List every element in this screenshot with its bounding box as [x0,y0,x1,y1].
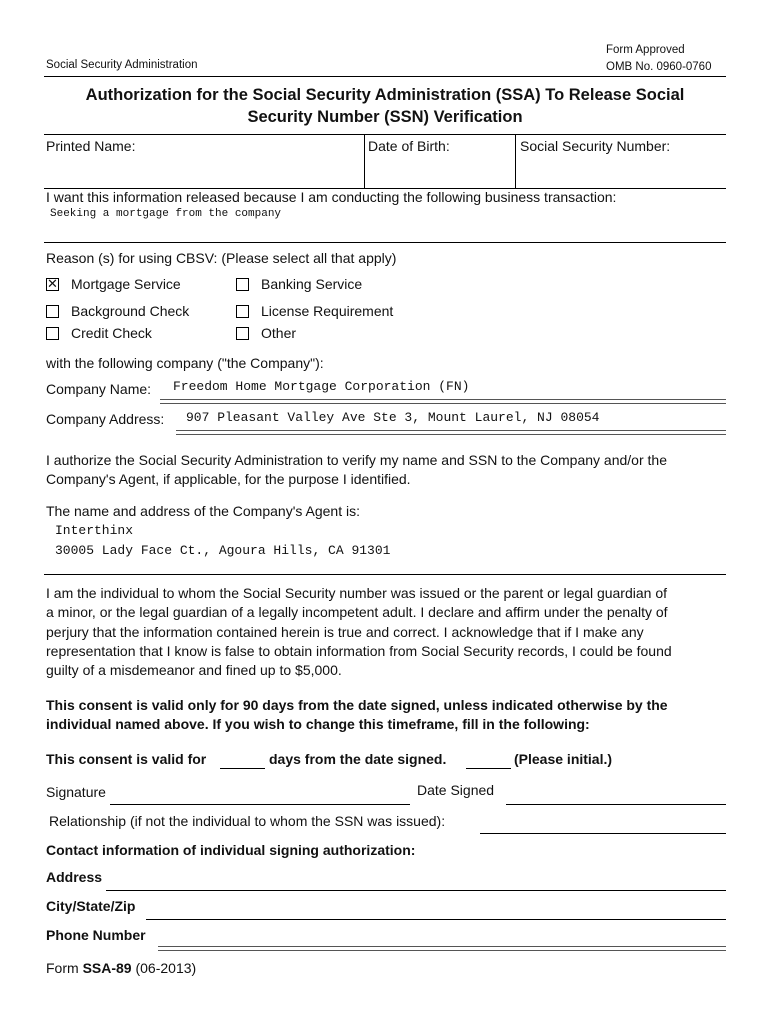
authorize-paragraph [46,451,667,489]
consent-paragraph [46,696,736,734]
form-number: SSA-89 [82,960,132,976]
company-address-label: Company Address: [46,411,165,427]
company-name-underline [160,399,726,404]
printed-name-label: Printed Name: [46,138,136,154]
reason-label: Other [261,325,297,341]
declaration-line-5: guilty of a misdemeanor and fined up to $5,000. [46,662,342,679]
ssn-field[interactable] [522,160,722,182]
reason-label: License Requirement [261,303,394,319]
company-address-underline [176,430,726,435]
ssn-label: Social Security Number: [520,138,671,154]
form-prefix: Form [46,960,83,976]
date-of-birth-label: Date of Birth: [368,138,450,154]
form-footer [46,960,196,976]
form-approved-label: Form Approved [606,44,685,56]
agent-name-field[interactable]: Interthinx [55,523,134,538]
date-signed-field[interactable] [506,804,726,805]
transaction-label: I want this information released because I am conducting the following business transaction: [46,189,617,205]
reasons-label: Reason (s) for using CBSV: (Please select all that apply) [46,250,397,266]
relationship-field[interactable] [480,833,726,834]
signature-field[interactable] [110,804,410,805]
company-address-field[interactable]: 907 Pleasant Valley Ave Ste 3, Mount Laurel, NJ 08054 [186,410,600,425]
consent-valid-for-label: This consent is valid for [46,751,207,767]
declaration-paragraph [46,584,736,680]
printed-name-field[interactable] [50,160,355,182]
declaration-line-2: a minor, or the legal guardian of a legally incompetent adult. I declare and affirm under the penalty of [46,604,668,621]
contact-city-label: City/State/Zip [46,898,136,914]
company-name-field[interactable]: Freedom Home Mortgage Corporation (FN) [173,379,470,394]
form-title [44,84,726,128]
company-name-label: Company Name: [46,381,152,397]
id-row-top-line [44,134,726,135]
declaration-line-4: representation that I know is false to obtain information from Social Security records, I could be found [46,642,672,659]
agent-address-field[interactable]: 30005 Lady Face Ct., Agoura Hills, CA 91301 [55,543,391,558]
checkbox[interactable] [46,305,59,318]
reason-label: Credit Check [71,325,152,341]
id-row-divider-2 [515,134,516,188]
contact-city-field[interactable] [146,919,726,920]
contact-address-field[interactable] [106,890,726,891]
reason-label: Mortgage Service [71,276,181,292]
consent-initial-field[interactable] [466,768,511,769]
declaration-line-3: perjury that the information contained herein is true and correct. I acknowledge that if I make any [46,623,644,640]
declaration-line-1: I am the individual to whom the Social Security number was issued or the parent or legal guardian of [46,585,668,601]
checkbox[interactable] [46,327,59,340]
consent-line-2: individual named above. If you wish to change this timeframe, fill in the following: [46,716,590,732]
checkbox[interactable] [236,305,249,318]
checkbox[interactable] [46,278,59,291]
form-title-line-2: Security Number (SSN) Verification [247,108,523,126]
agency-name: Social Security Administration [46,59,198,71]
omb-number: OMB No. 0960-0760 [606,61,712,73]
form-title-line-1: Authorization for the Social Security Administration (SSA) To Release Social [85,86,685,104]
contact-phone-field[interactable] [158,946,726,951]
checkbox[interactable] [236,278,249,291]
transaction-bottom-line [44,242,726,243]
form-date: (06-2013) [131,960,197,976]
contact-address-label: Address [46,869,103,885]
contact-heading: Contact information of individual signing authorization: [46,842,416,858]
date-signed-label: Date Signed [417,782,495,798]
reason-label: Background Check [71,303,190,319]
authorize-line-2: Company's Agent, if applicable, for the purpose I identified. [46,471,411,487]
header-divider [44,76,726,77]
contact-phone-label: Phone Number [46,927,146,943]
signature-label: Signature [46,784,106,800]
transaction-field[interactable]: Seeking a mortgage from the company [50,208,282,220]
reason-label: Banking Service [261,276,363,292]
consent-days-field[interactable] [220,768,265,769]
consent-days-from-label: days from the date signed. [269,751,447,767]
relationship-label: Relationship (if not the individual to whom the SSN was issued): [49,813,446,829]
agent-bottom-line [44,574,726,575]
date-of-birth-field[interactable] [370,160,510,182]
checkbox[interactable] [236,327,249,340]
agent-label: The name and address of the Company's Agent is: [46,503,360,519]
consent-initial-label: (Please initial.) [514,751,613,767]
company-intro: with the following company ("the Company"): [46,355,324,371]
id-row-divider-1 [364,134,365,188]
check-mark-icon: ✕ [47,276,58,291]
consent-line-1: This consent is valid only for 90 days from the date signed, unless indicated otherwise by the [46,697,668,713]
authorize-line-1: I authorize the Social Security Administration to verify my name and SSN to the Company and/or the [46,452,667,468]
